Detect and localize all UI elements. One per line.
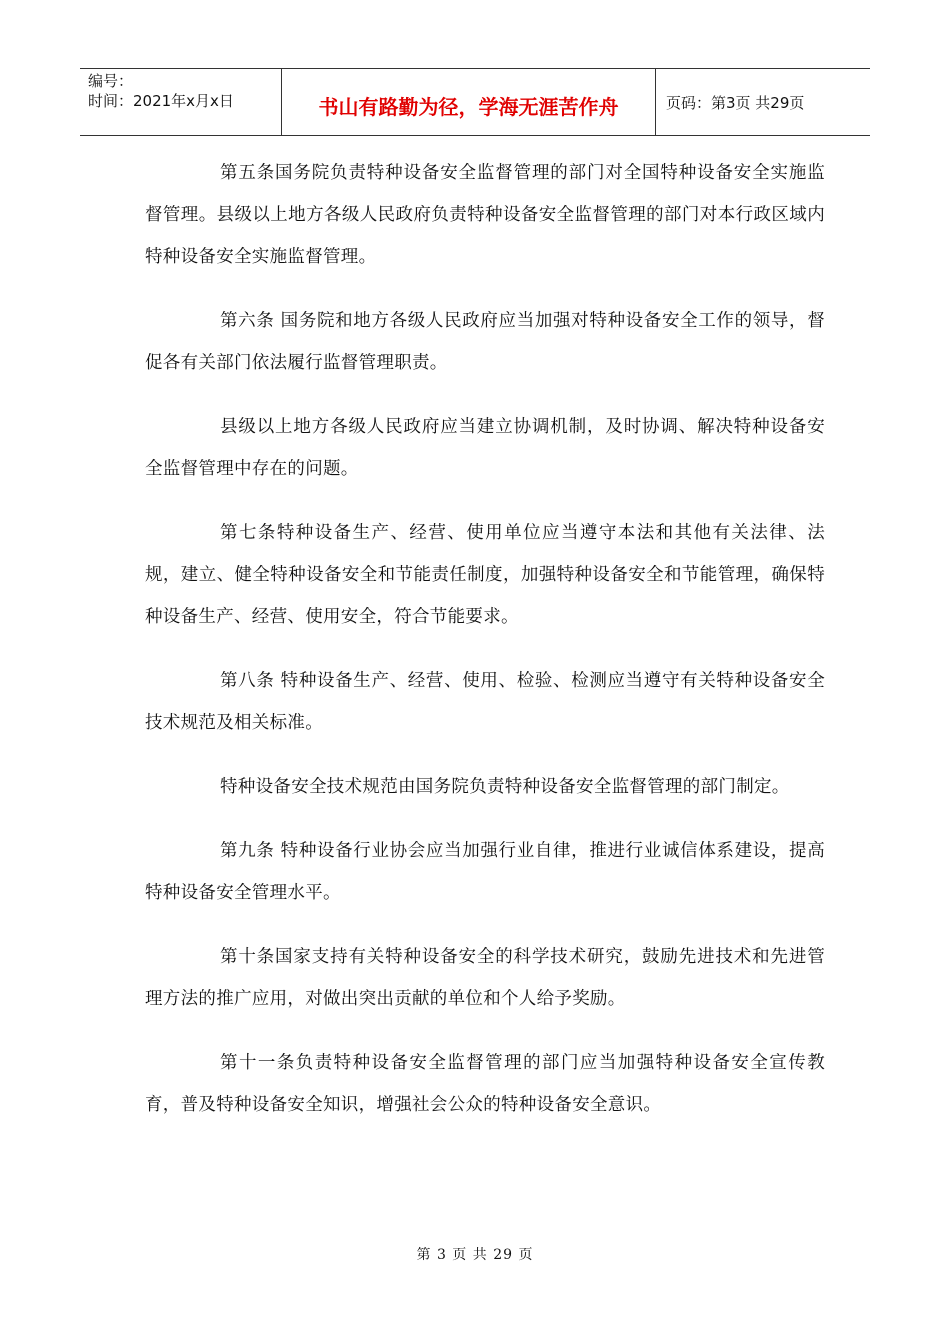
header-meta: [80, 69, 282, 135]
number-label: 编号：: [88, 72, 134, 90]
paragraph: 第六条 国务院和地方各级人民政府应当加强对特种设备安全工作的领导，督促各有关部门依法履行监督管理职责。: [145, 311, 825, 373]
paragraph: 第十条国家支持有关特种设备安全的科学技术研究，鼓励先进技术和先进管理方法的推广应用，对做出突出贡献的单位和个人给予奖励。: [145, 947, 825, 1009]
paragraph: 第七条特种设备生产、经营、使用单位应当遵守本法和其他有关法律、法规，建立、健全特种设备安全和节能责任制度，加强特种设备安全和节能管理，确保特种设备生产、经营、使用安全，符合节能要求。: [145, 523, 825, 627]
header-page-info: 页码：第3页 共29页: [666, 93, 805, 112]
paragraph: 第八条 特种设备生产、经营、使用、检验、检测应当遵守有关特种设备安全技术规范及相关标准。: [145, 671, 825, 733]
date-label: 时间：2021年x月x日: [88, 92, 234, 110]
document-body: [145, 152, 825, 1148]
header-motto: 书山有路勤为径，学海无涯苦作舟: [282, 69, 656, 135]
document-header: [80, 68, 870, 136]
paragraph: 第五条国务院负责特种设备安全监督管理的部门对全国特种设备安全实施监督管理。县级以上地方各级人民政府负责特种设备安全监督管理的部门对本行政区域内特种设备安全实施监督管理。: [145, 163, 825, 267]
paragraph: 第九条 特种设备行业协会应当加强行业自律，推进行业诚信体系建设，提高特种设备安全管理水平。: [145, 841, 825, 903]
page-footer: 第 3 页 共 29 页: [416, 1247, 534, 1263]
paragraph: 第十一条负责特种设备安全监督管理的部门应当加强特种设备安全宣传教育，普及特种设备安全知识，增强社会公众的特种设备安全意识。: [145, 1053, 825, 1115]
paragraph: 县级以上地方各级人民政府应当建立协调机制，及时协调、解决特种设备安全监督管理中存在的问题。: [145, 417, 825, 479]
paragraph: 特种设备安全技术规范由国务院负责特种设备安全监督管理的部门制定。: [220, 777, 790, 797]
